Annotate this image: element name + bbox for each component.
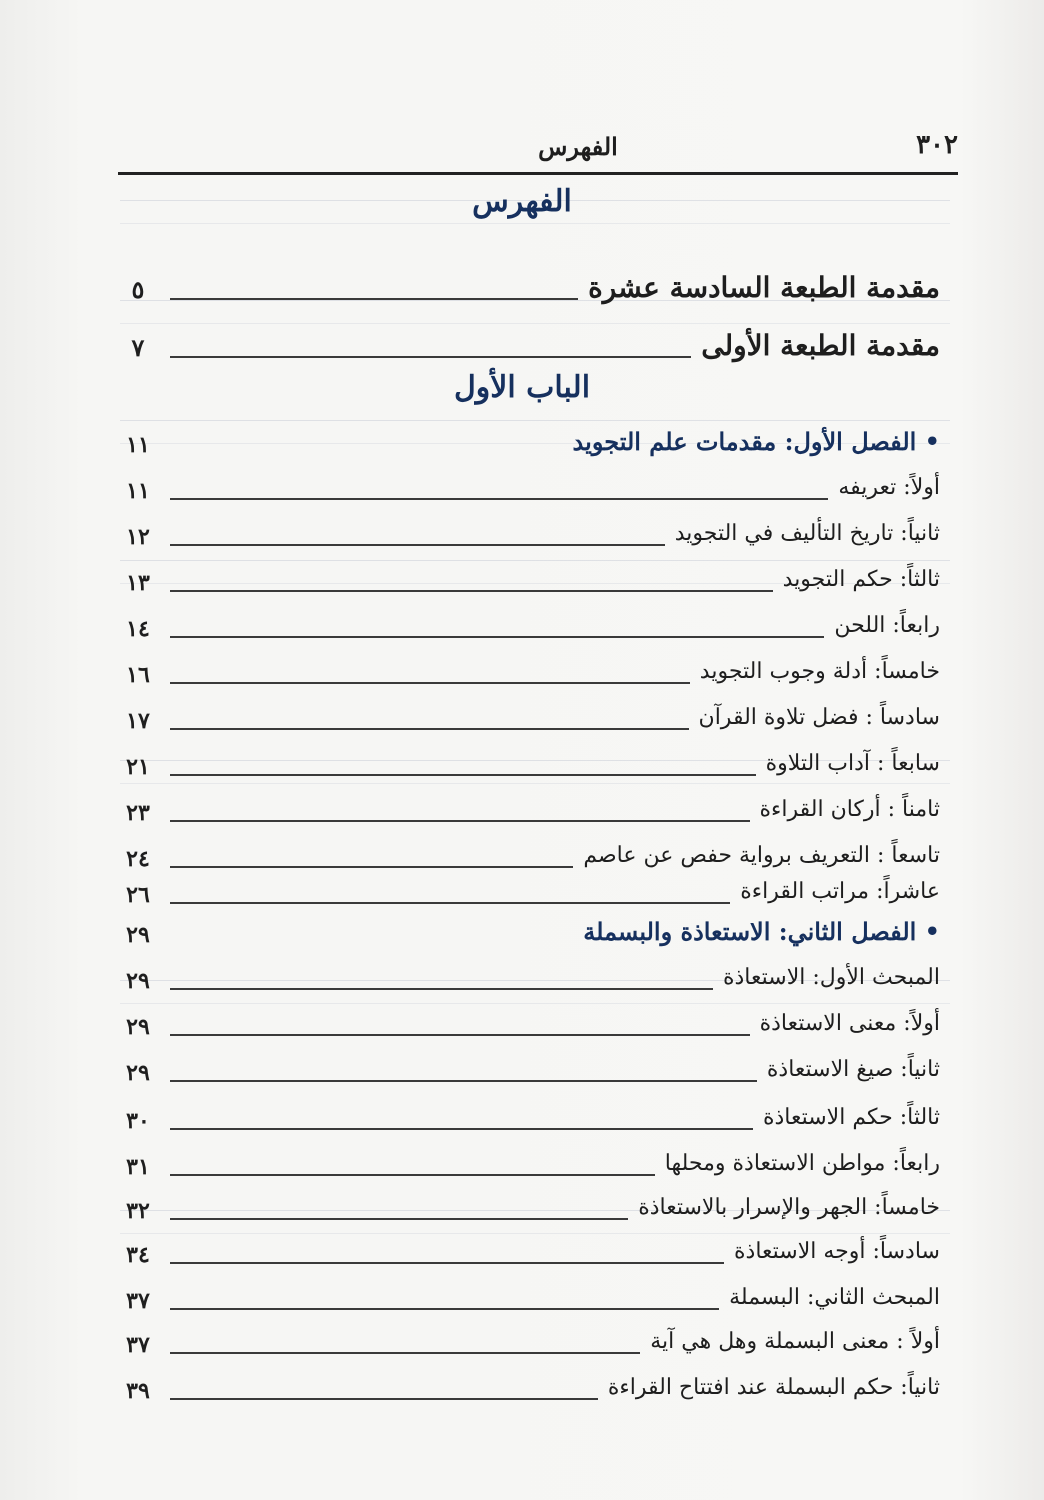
toc-entry-label: ثالثاً: حكم التجويد [782,567,940,592]
leader-line [170,774,756,776]
toc-entry-label: رابعاً: مواطن الاستعاذة ومحلها [664,1151,940,1176]
toc-entry-label: سابعاً : آداب التلاوة [765,751,940,776]
toc-entry-label: أولاً: تعريفه [838,475,940,500]
toc-entry-label: سادساً: أوجه الاستعاذة [734,1239,940,1264]
toc-entry[interactable] [118,1270,940,1318]
toc-entry-page: ٢٣ [126,800,150,826]
toc-entry-page: ٥ [131,275,145,304]
leader-line [170,1174,655,1176]
chapter-page: ٢٩ [126,922,150,948]
leader-line [170,590,773,592]
toc-entry-label: خامساً: الجهر والإسرار بالاستعاذة [638,1195,940,1220]
running-header [118,128,958,175]
index-title: الفهرس [472,184,572,219]
toc-entry-page: ١٤ [126,616,150,642]
leader-line [170,1034,750,1036]
toc-entry-label: ثانياً: صيغ الاستعاذة [766,1057,940,1082]
toc-entry[interactable] [118,460,940,508]
toc-entry[interactable] [118,950,940,998]
running-header-title: الفهرس [538,132,618,161]
leader-line [170,636,824,638]
chapter-heading[interactable] [118,414,940,462]
toc-entry[interactable] [118,1042,940,1090]
leader-line [170,1352,640,1354]
leader-line [170,544,665,546]
leader-line [170,1128,753,1130]
toc-entry-page: ٧ [131,333,145,362]
leader-line [170,1308,719,1310]
toc-entry-page: ١١ [126,478,150,504]
toc-entry-label: رابعاً: اللحن [834,613,940,638]
toc-entry-page: ٢٤ [126,846,150,872]
chapter-title: • الفصل الثاني: الاستعاذة والبسملة [583,917,940,946]
toc-entry-label: تاسعاً : التعريف برواية حفص عن عاصم [583,843,940,868]
toc-entry[interactable] [118,996,940,1044]
toc-entry[interactable] [118,260,940,308]
leader-line [170,682,690,684]
toc-entry[interactable] [118,782,940,830]
toc-entry-label: سادساً : فضل تلاوة القرآن [698,705,940,730]
leader-line [170,1218,628,1220]
part-title: الباب الأول [453,370,591,405]
toc-entry[interactable] [118,1224,940,1272]
toc-entry-label: ثالثاً: حكم الاستعاذة [762,1105,940,1130]
toc-entry[interactable] [118,552,940,600]
toc-entry-label: ثانياً: حكم البسملة عند افتتاح القراءة [607,1375,940,1400]
toc-entry-page: ٣٢ [126,1198,150,1224]
toc-entry-label: مقدمة الطبعة السادسة عشرة [588,271,940,304]
toc-entry-page: ٣٧ [126,1332,150,1358]
toc-entry-page: ٣٩ [126,1378,150,1404]
toc-entry-page: ١٣ [126,570,150,596]
toc-entry-label: ثانياً: تاريخ التأليف في التجويد [674,521,940,546]
toc-entry-page: ٣٧ [126,1288,150,1314]
toc-entry[interactable] [118,690,940,738]
toc-entry-label: مقدمة الطبعة الأولى [701,329,940,362]
toc-entry-label: عاشراً: مراتب القراءة [740,879,940,904]
toc-entry-label: ثامناً : أركان القراءة [759,797,940,822]
leader-line [170,298,578,300]
toc-entry-label: أولاً: معنى الاستعاذة [759,1011,940,1036]
toc-entry-label: أولاً : معنى البسملة وهل هي آية [650,1329,940,1354]
toc-entry[interactable] [118,1360,940,1408]
leader-line [170,1398,598,1400]
toc-entry[interactable] [118,736,940,784]
leader-line [170,498,828,500]
toc-entry[interactable] [118,1136,940,1184]
toc-entry[interactable] [118,644,940,692]
toc-entry[interactable] [118,1090,940,1138]
chapter-heading[interactable] [118,904,940,952]
toc-entry-page: ٢٩ [126,1060,150,1086]
page-number: ٣٠٢ [916,130,958,160]
toc-entry[interactable] [118,506,940,554]
toc-entry-page: ١٦ [126,662,150,688]
toc-entry-page: ٣٤ [126,1242,150,1268]
toc-entry[interactable] [118,1180,940,1228]
toc-entry[interactable] [118,1314,940,1362]
toc-entry-page: ٣٠ [126,1108,150,1134]
toc-entry-page: ٢٩ [126,1014,150,1040]
chapter-page: ١١ [126,432,150,458]
toc-entry-label: المبحث الأول: الاستعاذة [722,965,940,990]
leader-line [170,1262,724,1264]
leader-line [170,356,691,358]
chapter-title: • الفصل الأول: مقدمات علم التجويد [572,427,940,456]
leader-line [170,1080,757,1082]
toc-entry-page: ٣١ [126,1154,150,1180]
leader-line [170,988,713,990]
toc-entry-page: ٢٩ [126,968,150,994]
toc-entry-page: ٢٦ [126,882,150,908]
toc-entry-label: المبحث الثاني: البسملة [729,1285,940,1310]
toc-entry-page: ١٢ [126,524,150,550]
toc-entry-page: ٢١ [126,754,150,780]
toc-entry[interactable] [118,598,940,646]
leader-line [170,820,750,822]
toc-entry-label: خامساً: أدلة وجوب التجويد [699,659,940,684]
toc-entry[interactable] [118,318,940,366]
toc-entry-page: ١٧ [126,708,150,734]
leader-line [170,728,689,730]
